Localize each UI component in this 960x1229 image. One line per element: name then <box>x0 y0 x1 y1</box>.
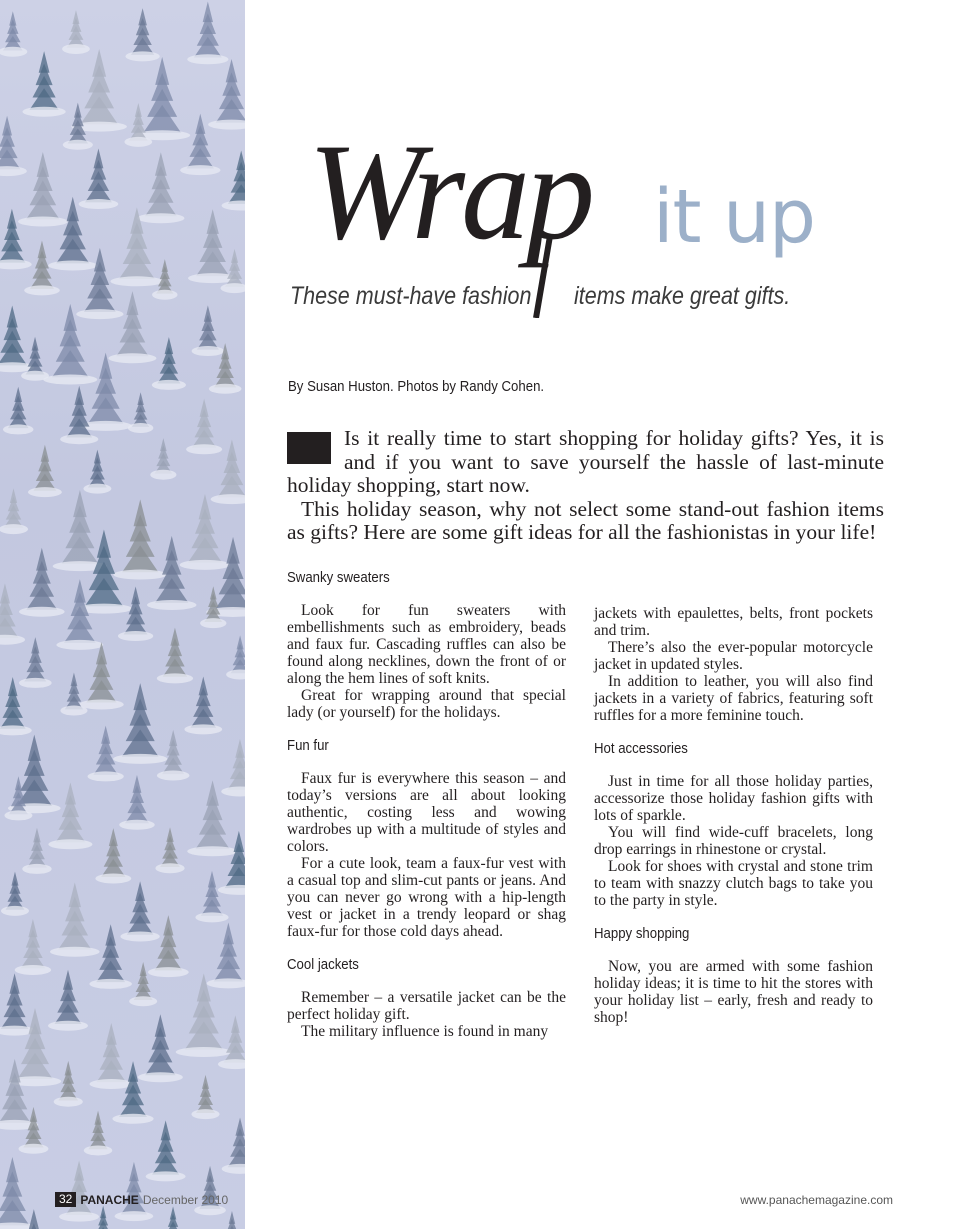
intro-block <box>287 427 884 545</box>
tree-graphic <box>0 583 25 644</box>
tree-graphic <box>18 152 68 226</box>
drop-cap-block <box>287 432 331 464</box>
tree-graphic <box>54 1061 83 1107</box>
body-paragraph: In addition to leather, you will also find jackets in a variety of fabrics, featuring soft ruffles for a more feminine touch. <box>594 673 873 724</box>
tree-graphic <box>0 116 27 176</box>
tree-graphic <box>88 726 124 782</box>
tree-graphic <box>155 827 184 873</box>
tree-graphic <box>60 386 98 444</box>
tree-graphic <box>48 782 92 849</box>
tree-graphic <box>129 962 157 1006</box>
body-paragraph: Look for shoes with crystal and stone trim to team with snazzy clutch bags to take you to the party in style. <box>594 858 873 909</box>
issue-date: December 2010 <box>142 1192 229 1207</box>
tree-graphic <box>0 11 27 56</box>
tree-graphic <box>60 673 87 716</box>
body-paragraph: Faux fur is everywhere this season – and today’s versions are all about looking authentic, costing less and wowing wardrobes up with a multitude of styles and colors. <box>287 770 566 855</box>
tree-graphic <box>15 919 51 975</box>
tree-graphic <box>113 683 167 764</box>
tree-graphic <box>22 51 65 117</box>
tree-graphic <box>79 642 123 709</box>
tree-graphic <box>79 148 119 209</box>
body-paragraph: For a cute look, team a faux-fur vest with a casual top and slim-cut pants or jeans. And you can never go wrong with a hip-length vest or jacket in a trendy leopard or shag faux-fur for those cold days ahead. <box>287 855 566 940</box>
tree-graphic <box>186 399 222 455</box>
tree-graphic <box>3 387 33 435</box>
tree-graphic <box>89 1023 133 1089</box>
magazine-name: PANACHE <box>80 1192 139 1207</box>
tree-graphic <box>152 337 186 390</box>
tree-graphic <box>19 637 52 688</box>
body-paragraph: There’s also the ever-popular motorcycle jacket in updated styles. <box>594 639 873 673</box>
article-column-left <box>287 568 566 1040</box>
tree-graphic <box>95 828 131 883</box>
tree-graphic <box>0 305 34 372</box>
tree-graphic <box>148 915 189 977</box>
tree-graphic <box>124 103 152 147</box>
tree-graphic <box>125 8 159 61</box>
tree-graphic <box>48 970 88 1031</box>
tree-graphic <box>137 152 184 223</box>
tree-graphic <box>226 635 245 679</box>
tree-graphic <box>79 353 131 431</box>
body-paragraph: Look for fun sweaters with embellishments such as embroidery, beads and faux fur. Cascading ruffles can also be found along necklines, down the front of or along the hem lines of soft knits. <box>287 602 566 687</box>
tree-graphic <box>118 587 153 641</box>
tree-graphic <box>195 871 228 922</box>
title-accent-words: it up <box>653 174 815 260</box>
tree-graphic <box>192 305 225 356</box>
tree-graphic <box>208 59 245 130</box>
tree-graphic <box>108 291 156 363</box>
tree-graphic <box>120 881 159 941</box>
tree-graphic <box>21 337 49 381</box>
intro-paragraph: Is it really time to start shopping for holiday gifts? Yes, it is and if you want to save yourself the hassle of last-minute holiday shopping, start now. <box>287 426 884 497</box>
tree-graphic <box>221 739 245 797</box>
body-paragraph: Great for wrapping around that special lady (or yourself) for the holidays. <box>287 687 566 721</box>
tree-graphic <box>22 828 51 874</box>
section-heading: Fun fur <box>287 737 329 754</box>
subtitle-part-one: These must-have fashion <box>290 282 532 310</box>
tree-graphic <box>150 438 176 480</box>
intro-paragraph: This holiday season, why not select some stand-out fashion items as gifts? Here are some gift ideas for all the fashionistas in your life! <box>287 496 884 544</box>
tree-pattern-art <box>0 0 245 1229</box>
page-footer-left <box>55 1192 228 1207</box>
tree-graphic <box>1 872 29 916</box>
tree-graphic <box>184 676 222 734</box>
tree-graphic <box>207 922 245 988</box>
section-heading: Hot accessories <box>594 740 688 757</box>
tree-graphic <box>62 10 90 54</box>
body-paragraph: The military influence is found in many <box>301 1023 549 1040</box>
tree-graphic <box>180 494 231 570</box>
website-url: www.panachemagazine.com <box>740 1193 893 1207</box>
byline: By Susan Huston. Photos by Randy Cohen. <box>288 378 545 395</box>
tree-graphic <box>0 488 28 534</box>
tree-graphic <box>146 1120 186 1181</box>
body-paragraph: Now, you are armed with some fashion holiday ideas; it is time to hit the stores with your holiday list – early, fresh and ready to shop! <box>594 958 873 1026</box>
tree-graphic <box>83 450 111 494</box>
tree-graphic <box>222 150 245 210</box>
tree-graphic <box>219 1211 245 1229</box>
tree-graphic <box>84 1111 112 1156</box>
tree-graphic <box>119 775 155 830</box>
tree-graphic <box>112 1061 153 1124</box>
body-paragraph: Remember – a versatile jacket can be the perfect holiday gift. <box>287 989 566 1023</box>
tree-graphic <box>0 973 35 1035</box>
section-heading: Cool jackets <box>287 956 359 973</box>
tree-graphic <box>160 1206 186 1229</box>
tree-graphic <box>128 392 153 433</box>
tree-graphic <box>218 1015 245 1069</box>
tree-graphic <box>188 209 237 283</box>
section-heading: Happy shopping <box>594 925 690 942</box>
body-paragraph: jackets with epaulettes, belts, front pockets and trim. <box>594 605 873 639</box>
body-paragraph: Just in time for all those holiday parties, accessorize those holiday fashion gifts with lots of sparkle. <box>594 773 873 824</box>
body-paragraph: You will find wide-cuff bracelets, long drop earrings in rhinestone or crystal. <box>594 824 873 858</box>
article-column-right <box>594 605 873 1026</box>
tree-graphic <box>191 1075 219 1119</box>
tree-graphic <box>138 1014 183 1082</box>
tree-graphic <box>222 1117 245 1173</box>
tree-graphic <box>157 730 190 781</box>
subtitle-part-two: items make great gifts. <box>574 282 791 310</box>
title-script-text: Wrap <box>308 118 592 268</box>
tree-graphic <box>113 499 167 579</box>
tree-graphic <box>19 548 65 617</box>
tree-graphic <box>28 445 62 497</box>
section-heading: Swanky sweaters <box>287 569 390 586</box>
tree-graphic <box>194 1166 226 1215</box>
tree-graphic <box>50 882 99 956</box>
tree-graphic <box>187 2 228 65</box>
page-number: 32 <box>55 1192 76 1207</box>
tree-graphic <box>157 628 193 684</box>
decorative-tree-pattern <box>0 0 245 1229</box>
